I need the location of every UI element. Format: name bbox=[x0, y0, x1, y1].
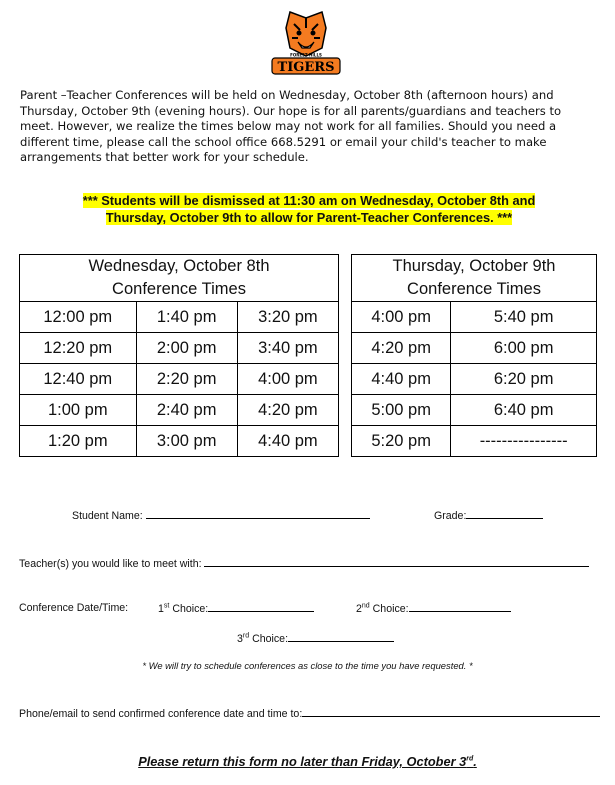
choice-2-row bbox=[356, 602, 511, 615]
time-cell: 3:40 pm bbox=[237, 333, 338, 364]
return-deadline bbox=[0, 754, 615, 769]
thursday-subtitle: Conference Times bbox=[407, 280, 541, 298]
time-cell: 5:00 pm bbox=[352, 395, 451, 426]
choice-2-label: Choice: bbox=[372, 603, 409, 615]
table-row bbox=[20, 364, 339, 395]
return-end: . bbox=[473, 754, 477, 769]
teacher-row bbox=[19, 557, 589, 570]
time-cell: 4:00 pm bbox=[352, 302, 451, 333]
table-row bbox=[20, 333, 339, 364]
choice-1-sup: st bbox=[163, 602, 170, 610]
logo-name: TIGERS bbox=[277, 60, 335, 75]
schedule-note: * We will try to schedule conferences as close to the time you have requested. * bbox=[142, 660, 473, 671]
time-cell: 3:00 pm bbox=[136, 426, 237, 457]
student-name-label: Student Name: bbox=[72, 510, 143, 522]
tigers-logo bbox=[270, 8, 342, 76]
table-row bbox=[352, 333, 597, 364]
phone-field[interactable] bbox=[302, 707, 600, 717]
table-row bbox=[20, 426, 339, 457]
time-cell: 12:40 pm bbox=[20, 364, 137, 395]
teacher-label: Teacher(s) you would like to meet with: bbox=[19, 558, 202, 570]
time-cell: 4:20 pm bbox=[237, 395, 338, 426]
time-cell: 2:00 pm bbox=[136, 333, 237, 364]
table-row bbox=[352, 426, 597, 457]
table-row bbox=[20, 395, 339, 426]
table-row bbox=[352, 364, 597, 395]
choice-2-number: 2 bbox=[356, 603, 362, 615]
time-cell: 12:00 pm bbox=[20, 302, 137, 333]
time-cell: 5:40 pm bbox=[451, 302, 597, 333]
time-cell: 12:20 pm bbox=[20, 333, 137, 364]
thursday-table bbox=[351, 254, 597, 457]
table-row bbox=[20, 302, 339, 333]
wednesday-title: Wednesday, October 8th bbox=[88, 257, 270, 275]
time-cell: 5:20 pm bbox=[352, 426, 451, 457]
time-cell: 1:40 pm bbox=[136, 302, 237, 333]
wednesday-table bbox=[19, 254, 339, 457]
time-cell: 6:20 pm bbox=[451, 364, 597, 395]
choice-3-sup: rd bbox=[242, 632, 250, 640]
time-cell: 6:40 pm bbox=[451, 395, 597, 426]
wednesday-subtitle: Conference Times bbox=[112, 280, 246, 298]
time-cell: 4:40 pm bbox=[237, 426, 338, 457]
time-cell: 4:00 pm bbox=[237, 364, 338, 395]
grade-row bbox=[434, 509, 543, 522]
table-row bbox=[352, 302, 597, 333]
dismissal-notice bbox=[20, 192, 598, 226]
student-name-row bbox=[72, 509, 370, 522]
return-sup: rd bbox=[466, 755, 474, 763]
time-cell: ---------------- bbox=[451, 426, 597, 457]
notice-line-1: *** Students will be dismissed at 11:30 am on Wednesday, October 8th and bbox=[82, 193, 536, 208]
time-cell: 1:20 pm bbox=[20, 426, 137, 457]
wednesday-header bbox=[20, 255, 339, 302]
time-cell: 6:00 pm bbox=[451, 333, 597, 364]
intro-paragraph: Parent –Teacher Conferences will be held on Wednesday, October 8th (afternoon hours) and Thursday, October 9th (evening hours). Our hope is for all parents/guardians and teachers to meet. However, we realize the times below may not work for all families. Should you need a different time, please call the school office 668.5291 or email your child's teacher to make arrangements that better work for your schedule. bbox=[20, 88, 562, 164]
grade-field[interactable] bbox=[466, 509, 543, 519]
grade-label: Grade: bbox=[434, 510, 467, 522]
choice-3-number: 3 bbox=[237, 633, 243, 645]
notice-line-2: Thursday, October 9th to allow for Parent-Teacher Conferences. *** bbox=[105, 210, 513, 225]
date-time-label: Conference Date/Time: bbox=[19, 602, 129, 614]
time-cell: 2:40 pm bbox=[136, 395, 237, 426]
thursday-header bbox=[352, 255, 597, 302]
choice-1-field[interactable] bbox=[208, 602, 314, 612]
choice-1-number: 1 bbox=[158, 603, 164, 615]
return-text: Please return this form no later than Friday, October 3 bbox=[138, 754, 467, 769]
table-row bbox=[352, 395, 597, 426]
time-cell: 4:20 pm bbox=[352, 333, 451, 364]
time-cell: 2:20 pm bbox=[136, 364, 237, 395]
choice-3-label: Choice: bbox=[252, 633, 289, 645]
phone-label: Phone/email to send confirmed conference date and time to: bbox=[19, 708, 303, 720]
choice-3-row bbox=[237, 632, 394, 645]
student-name-field[interactable] bbox=[146, 509, 370, 519]
thursday-title: Thursday, October 9th bbox=[392, 257, 556, 275]
time-cell: 4:40 pm bbox=[352, 364, 451, 395]
time-cell: 3:20 pm bbox=[237, 302, 338, 333]
choice-1-row bbox=[158, 602, 314, 615]
phone-row bbox=[19, 707, 600, 720]
choice-2-field[interactable] bbox=[409, 602, 511, 612]
teacher-field[interactable] bbox=[204, 557, 589, 567]
logo-top-text: FOREST HILLS bbox=[290, 52, 322, 58]
choice-2-sup: nd bbox=[361, 602, 370, 610]
choice-3-field[interactable] bbox=[288, 632, 394, 642]
choice-1-label: Choice: bbox=[172, 603, 209, 615]
time-cell: 1:00 pm bbox=[20, 395, 137, 426]
